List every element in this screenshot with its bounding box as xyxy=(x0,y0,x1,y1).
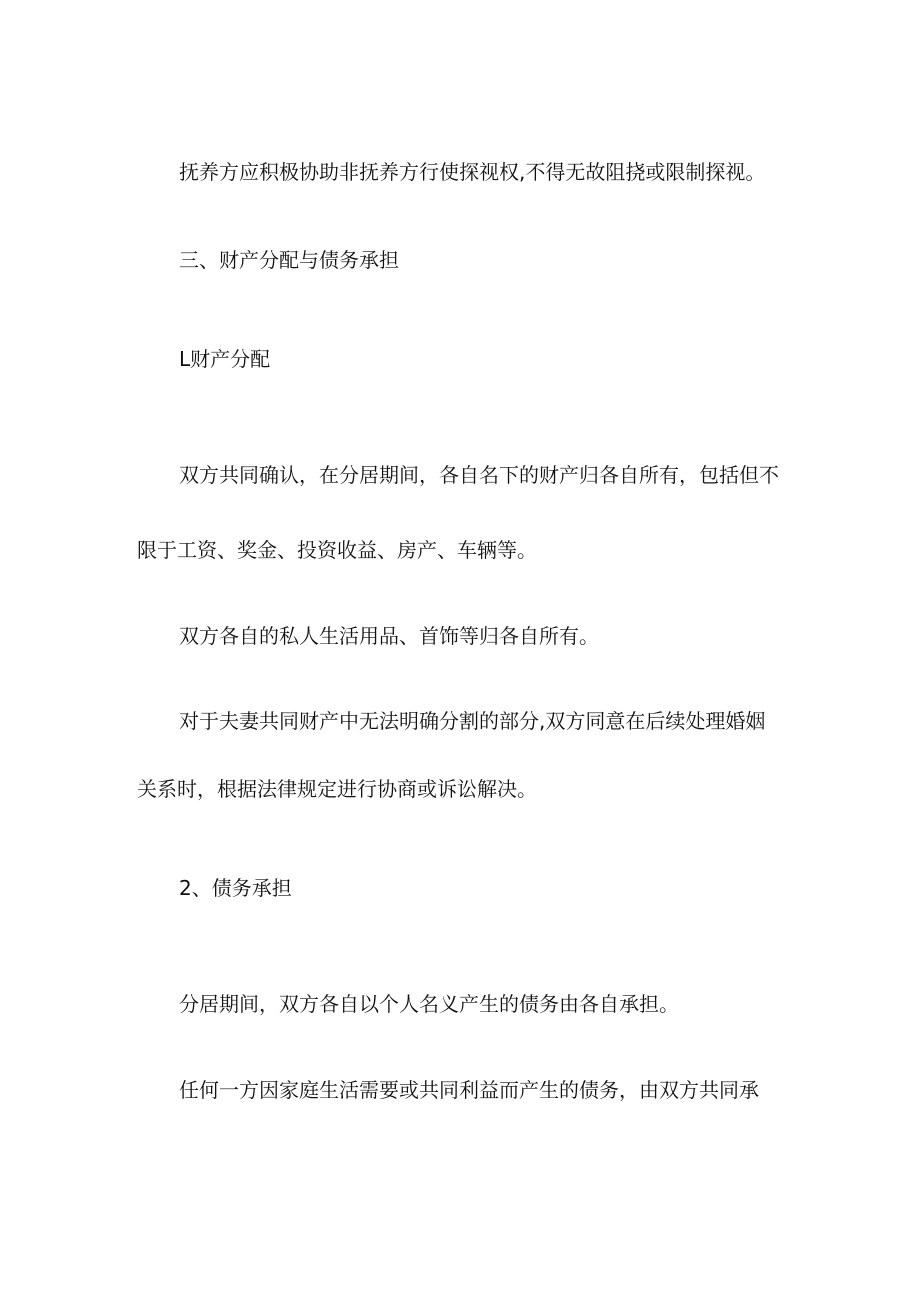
paragraph-property-line-2: 限于工资、奖金、投资收益、房产、车辆等。 xyxy=(137,538,537,562)
section-heading-property-debt: 三、财产分配与债务承担 xyxy=(179,248,399,272)
paragraph-joint-debt: 任何一方因家庭生活需要或共同利益而产生的债务，由双方共同承 xyxy=(179,1078,759,1102)
paragraph-joint-property-line-1: 对于夫妻共同财产中无法明确分割的部分,双方同意在后续处理婚姻 xyxy=(179,709,766,733)
subheading-debt-bearing: 2、债务承担 xyxy=(179,876,292,900)
paragraph-individual-debt: 分居期间，双方各自以个人名义产生的债务由各自承担。 xyxy=(179,992,679,1016)
paragraph-joint-property-line-2: 关系时，根据法律规定进行协商或诉讼解决。 xyxy=(137,777,537,801)
subheading-property-division: L财产分配 xyxy=(179,347,271,371)
paragraph-property-line-1: 双方共同确认，在分居期间，各自名下的财产归各自所有，包括但不 xyxy=(179,463,779,487)
paragraph-visitation: 抚养方应积极协助非抚养方行使探视权,不得无故阻挠或限制探视。 xyxy=(179,160,766,184)
paragraph-personal-items: 双方各自的私人生活用品、首饰等归各自所有。 xyxy=(179,624,599,648)
